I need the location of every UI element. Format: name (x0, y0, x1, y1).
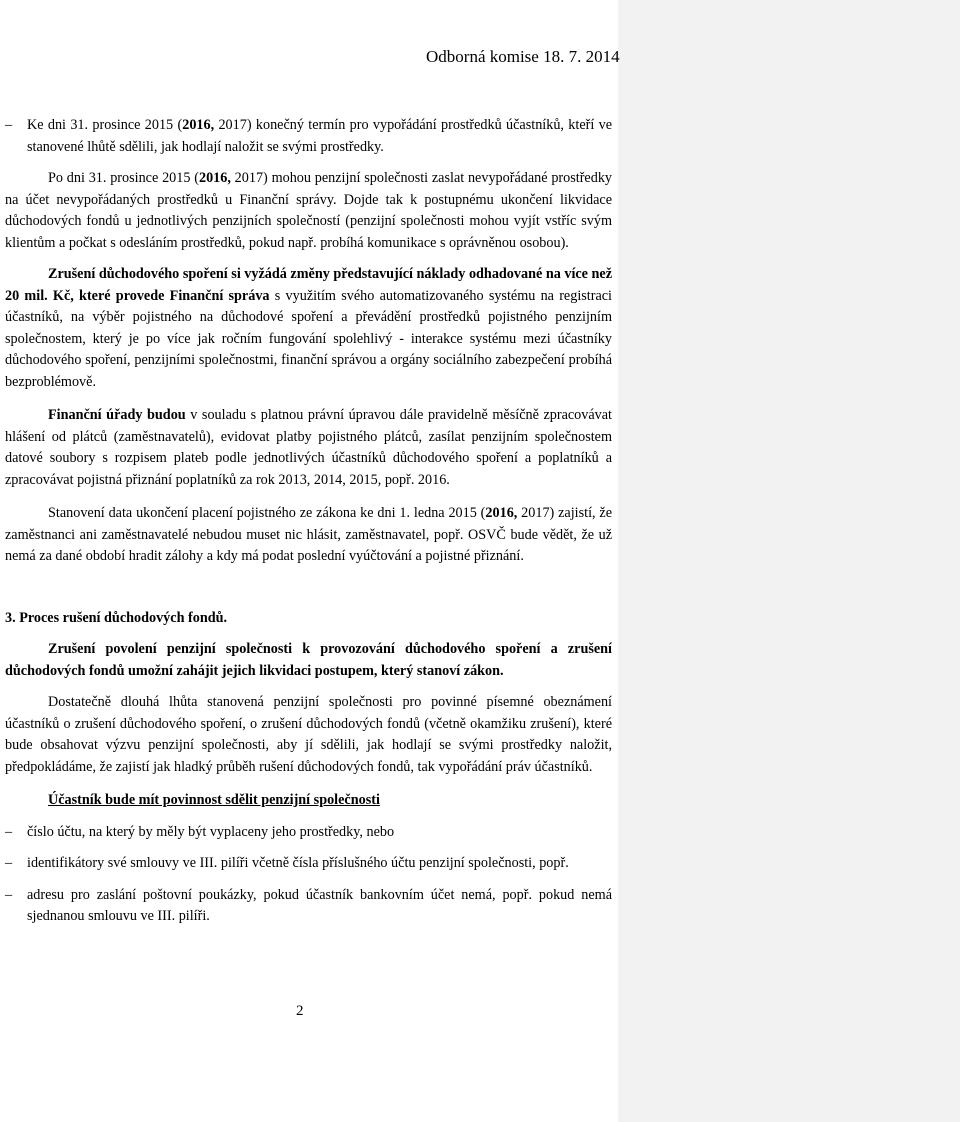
dash-bullet: – (5, 855, 13, 871)
side-margin-panel (618, 0, 960, 1122)
list-item (5, 115, 612, 158)
paragraph-costs: Zrušení důchodového spoření si vyžádá změny představující náklady odhadované na více než 20 mil. Kč, které provede Finanční správa s využitím svého automatizovaného systému na registraci účastníků, na výběr pojistného na důchodové spoření a převádění prostředků pojistného penzijním společnostem, který je po více jak ročním fungování spolehlivý - interakce systému mezi účastníky důchodového spoření, penzijními společnostmi, finanční správou a orgány sociálního zabezpečení probíhá bezproblémově. (5, 266, 613, 390)
page-header: Odborná komise 18. 7. 2014 (426, 47, 620, 66)
dash-bullet: – (5, 823, 13, 840)
document-body (5, 115, 612, 928)
paragraph-settlement: Po dni 31. prosince 2015 (2016, 2017) mohou penzijní společnosti zaslat nevypořádané prostředky na účet nevypořádaných prostředků u Finanční správy. Dojde tak k postupnému ukončení likvidace důchodových fondů u jednotlivých penzijních společností (penzijní společnosti mohou vyjít vstříc svým klientům a počkat s odesláním prostředků, pokud např. probíhá komunikace s oprávněnou osobou). (5, 170, 613, 251)
dash-bullet: – (5, 886, 13, 903)
paragraph-tax-offices: Finanční úřady budou v souladu s platnou právní úpravou dále pravidelně měsíčně zpracovávat hlášení od plátců (zaměstnavatelů), evidovat platby pojistného plátců, zasílat penzijním společnostem datové soubory s rozpisem plateb podle jednotlivých účastníků důchodového spoření a poplatníků a zpracovávat pojistná přiznání poplatníků za rok 2013, 2014, 2015, popř. 2016. (5, 407, 612, 488)
list-item-text: identifikátory své smlouvy ve III. pilíři včetně čísla příslušného účtu penzijní společnosti, popř. (27, 855, 569, 871)
list-item-text: adresu pro zaslání poštovní poukázky, pokud účastník bankovním účet nemá, popř. pokud nemá sjednanou smlouvu ve III. pilíři. (27, 886, 612, 924)
list-item-text: Ke dni 31. prosince 2015 (2016, 2017) konečný termín pro vypořádání prostředků účastníků, kteří ve stanovené lhůtě sdělili, jak hodlají naložit se svými prostředky. (27, 117, 613, 155)
list-item (5, 885, 612, 928)
paragraph-payment-end: Stanovení data ukončení placení pojistného ze zákona ke dni 1. ledna 2015 (2016, 2017) zajistí, že zaměstnanci ani zaměstnavatelé nebudou muset nic hlásit, zaměstnavatel, popř. OSVČ bude vědět, že už nemá za dané období hradit zálohy a kdy má podat poslední vyúčtování a pojistné přiznání. (5, 505, 613, 564)
paragraph-notification: Dostatečně dlouhá lhůta stanovená penzijní společnosti pro povinné písemné obeznámení účastníků o zrušení důchodového spoření, o zrušení důchodových fondů (včetně okamžiku zrušení), které bude obsahovat výzvu penzijní společnosti, aby jí sdělili, jak hodlají se svými prostředky naložit, předpokládáme, že zajistí jak hladký průběh rušení důchodových fondů, tak vypořádání práv účastníků. (5, 694, 612, 775)
dash-bullet: – (5, 117, 13, 133)
list-item (5, 822, 612, 844)
list-item (5, 853, 612, 875)
section-heading: 3. Proces rušení důchodových fondů. (5, 609, 228, 626)
page-number: 2 (296, 1003, 304, 1019)
list-item-text: číslo účtu, na který by měly být vyplaceny jeho prostředky, nebo (27, 823, 395, 840)
paragraph-participant-duty: Účastník bude mít povinnost sdělit penzijní společnosti (48, 792, 380, 808)
paragraph-fund-cancellation: Zrušení povolení penzijní společnosti k provozování důchodového spoření a zrušení důchodových fondů umožní zahájit jejich likvidaci postupem, který stanoví zákon. (5, 641, 612, 679)
